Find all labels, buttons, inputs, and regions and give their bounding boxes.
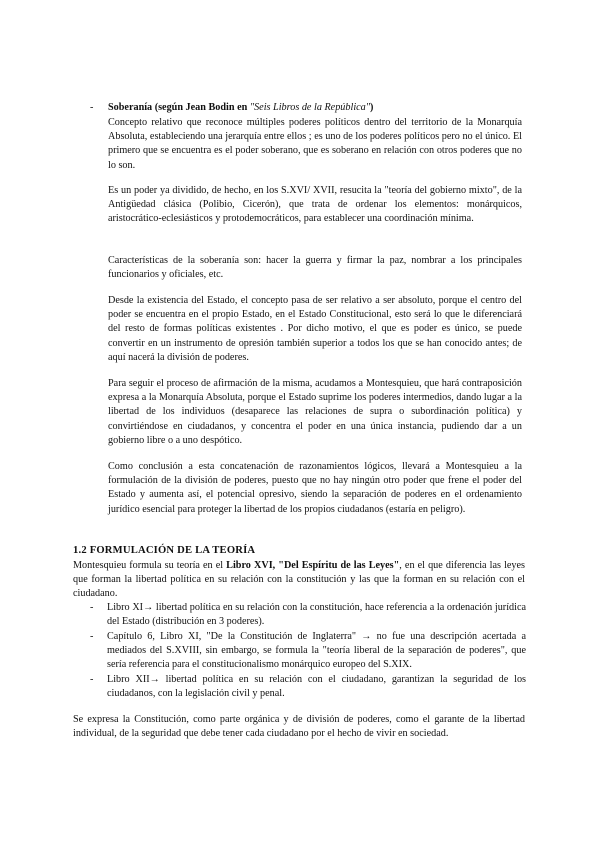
bullet-dash: - [90,102,94,113]
intro-bold-text: Libro XVI, "Del Espíritu de las Leyes" [226,560,400,571]
paragraph-closing: Se expresa la Constitución, como parte orgánica y de división de poderes, como el garante de la libertad individual, de la seguridad que debe tener cada ciudadano por el hecho de vivir en sociedad. [73,714,525,740]
paragraph-state-existence: Desde la existencia del Estado, el concepto pasa de ser relativo a ser absoluto, porque el centro del poder se encuentra en el propio Estado, en el Estado Constitucional, esto será lo que le diferenciará del resto de formas políticas existentes . Por dicho motivo, el que es poder es único, se puede convertir en un instrumento de opresión también superior a todos los que se han conocido antes; de aquí nacerá la división de poderes. [108,295,522,363]
list-item: Capítulo 6, Libro XI, "De la Constitución de Inglaterra" → no fue una descripción acertada a mediados del S.XVIII, sin embargo, se formula la "teoría liberal de la separación de poderes", que sería referencia para el constitucionalismo monárquico europeo del S.XIX. [107,631,526,671]
paragraph-montesquieu: Para seguir el proceso de afirmación de la misma, acudamos a Montesquieu, que hará contraposición expresa a la Monarquía Absoluta, porque el Estado suprime los poderes intermedios, dando lugar a la libertad de los individuos (desaparece las relaciones de supra o subordinación política) y convirtiéndose en ciudadanos, y concentra el poder en una única instancia, pudiendo dar a un gobierno libre o a uno despótico. [108,378,522,446]
bullet-dash: - [90,631,94,642]
intro-text-1: Montesquieu formula su teoría en el [73,560,227,571]
paragraph-conclusion: Como conclusión a esta concatenación de razonamientos lógicos, llevará a Montesquieu a la formulación de la división de poderes, puesto que no hay ningún otro poder que frene el poder del Estado y aumenta así, el potencial opresivo, siendo la separación de poderes en el ordenamiento jurídico esencial para proteger la libertad de los propios ciudadanos (estaría en peligro). [108,461,522,515]
bullet-dash: - [90,602,94,613]
list-item: Libro XI→ libertad política en su relación con la constitución, hace referencia a la ordenación jurídica del Estado (distribución en 3 poderes). [107,602,526,628]
paragraph-concept: Concepto relativo que reconoce múltiples poderes políticos dentro del territorio de la Monarquía Absoluta, estableciendo una jerarquía entre ellos ; es uno de los poderes políticos pero no el único. El primero que se encuentra es el poder soberano, que es soberano en relación con otros poderes que no lo son. [108,117,522,171]
heading-end-text: ) [370,102,374,113]
paragraph-intro [73,559,525,602]
list-item: Libro XII→ libertad política en su relación con el ciudadano, garantizan la seguridad de los ciudadanos, con la legislación civil y penal. [107,674,526,700]
section-heading [108,101,373,115]
bullet-dash: - [90,674,94,685]
intro-text-2: , en el que diferencia las leyes que forman la libertad política en su relación con la constitución y las que la forman en su relación con el ciudadano. [73,560,525,600]
section-title: 1.2 FORMULACIÓN DE LA TEORÍA [73,545,256,556]
paragraph-divided-power: Es un poder ya dividido, de hecho, en los S.XVI/ XVII, resucita la "teoría del gobierno mixto", de la Antigüedad clásica (Polibio, Cicerón), que trata de ordenar los elementos: monárquicos, aristocrático-eclesiásticos y protodemocráticos, para establecer una coordinación mínima. [108,185,522,225]
heading-bold-text: Soberanía (según Jean Bodin en [108,102,250,113]
paragraph-characteristics: Características de la soberanía son: hacer la guerra y firmar la paz, nombrar a los principales funcionarios y oficiales, etc. [108,255,522,281]
heading-italic-text: "Seis Libros de la República" [249,102,371,113]
